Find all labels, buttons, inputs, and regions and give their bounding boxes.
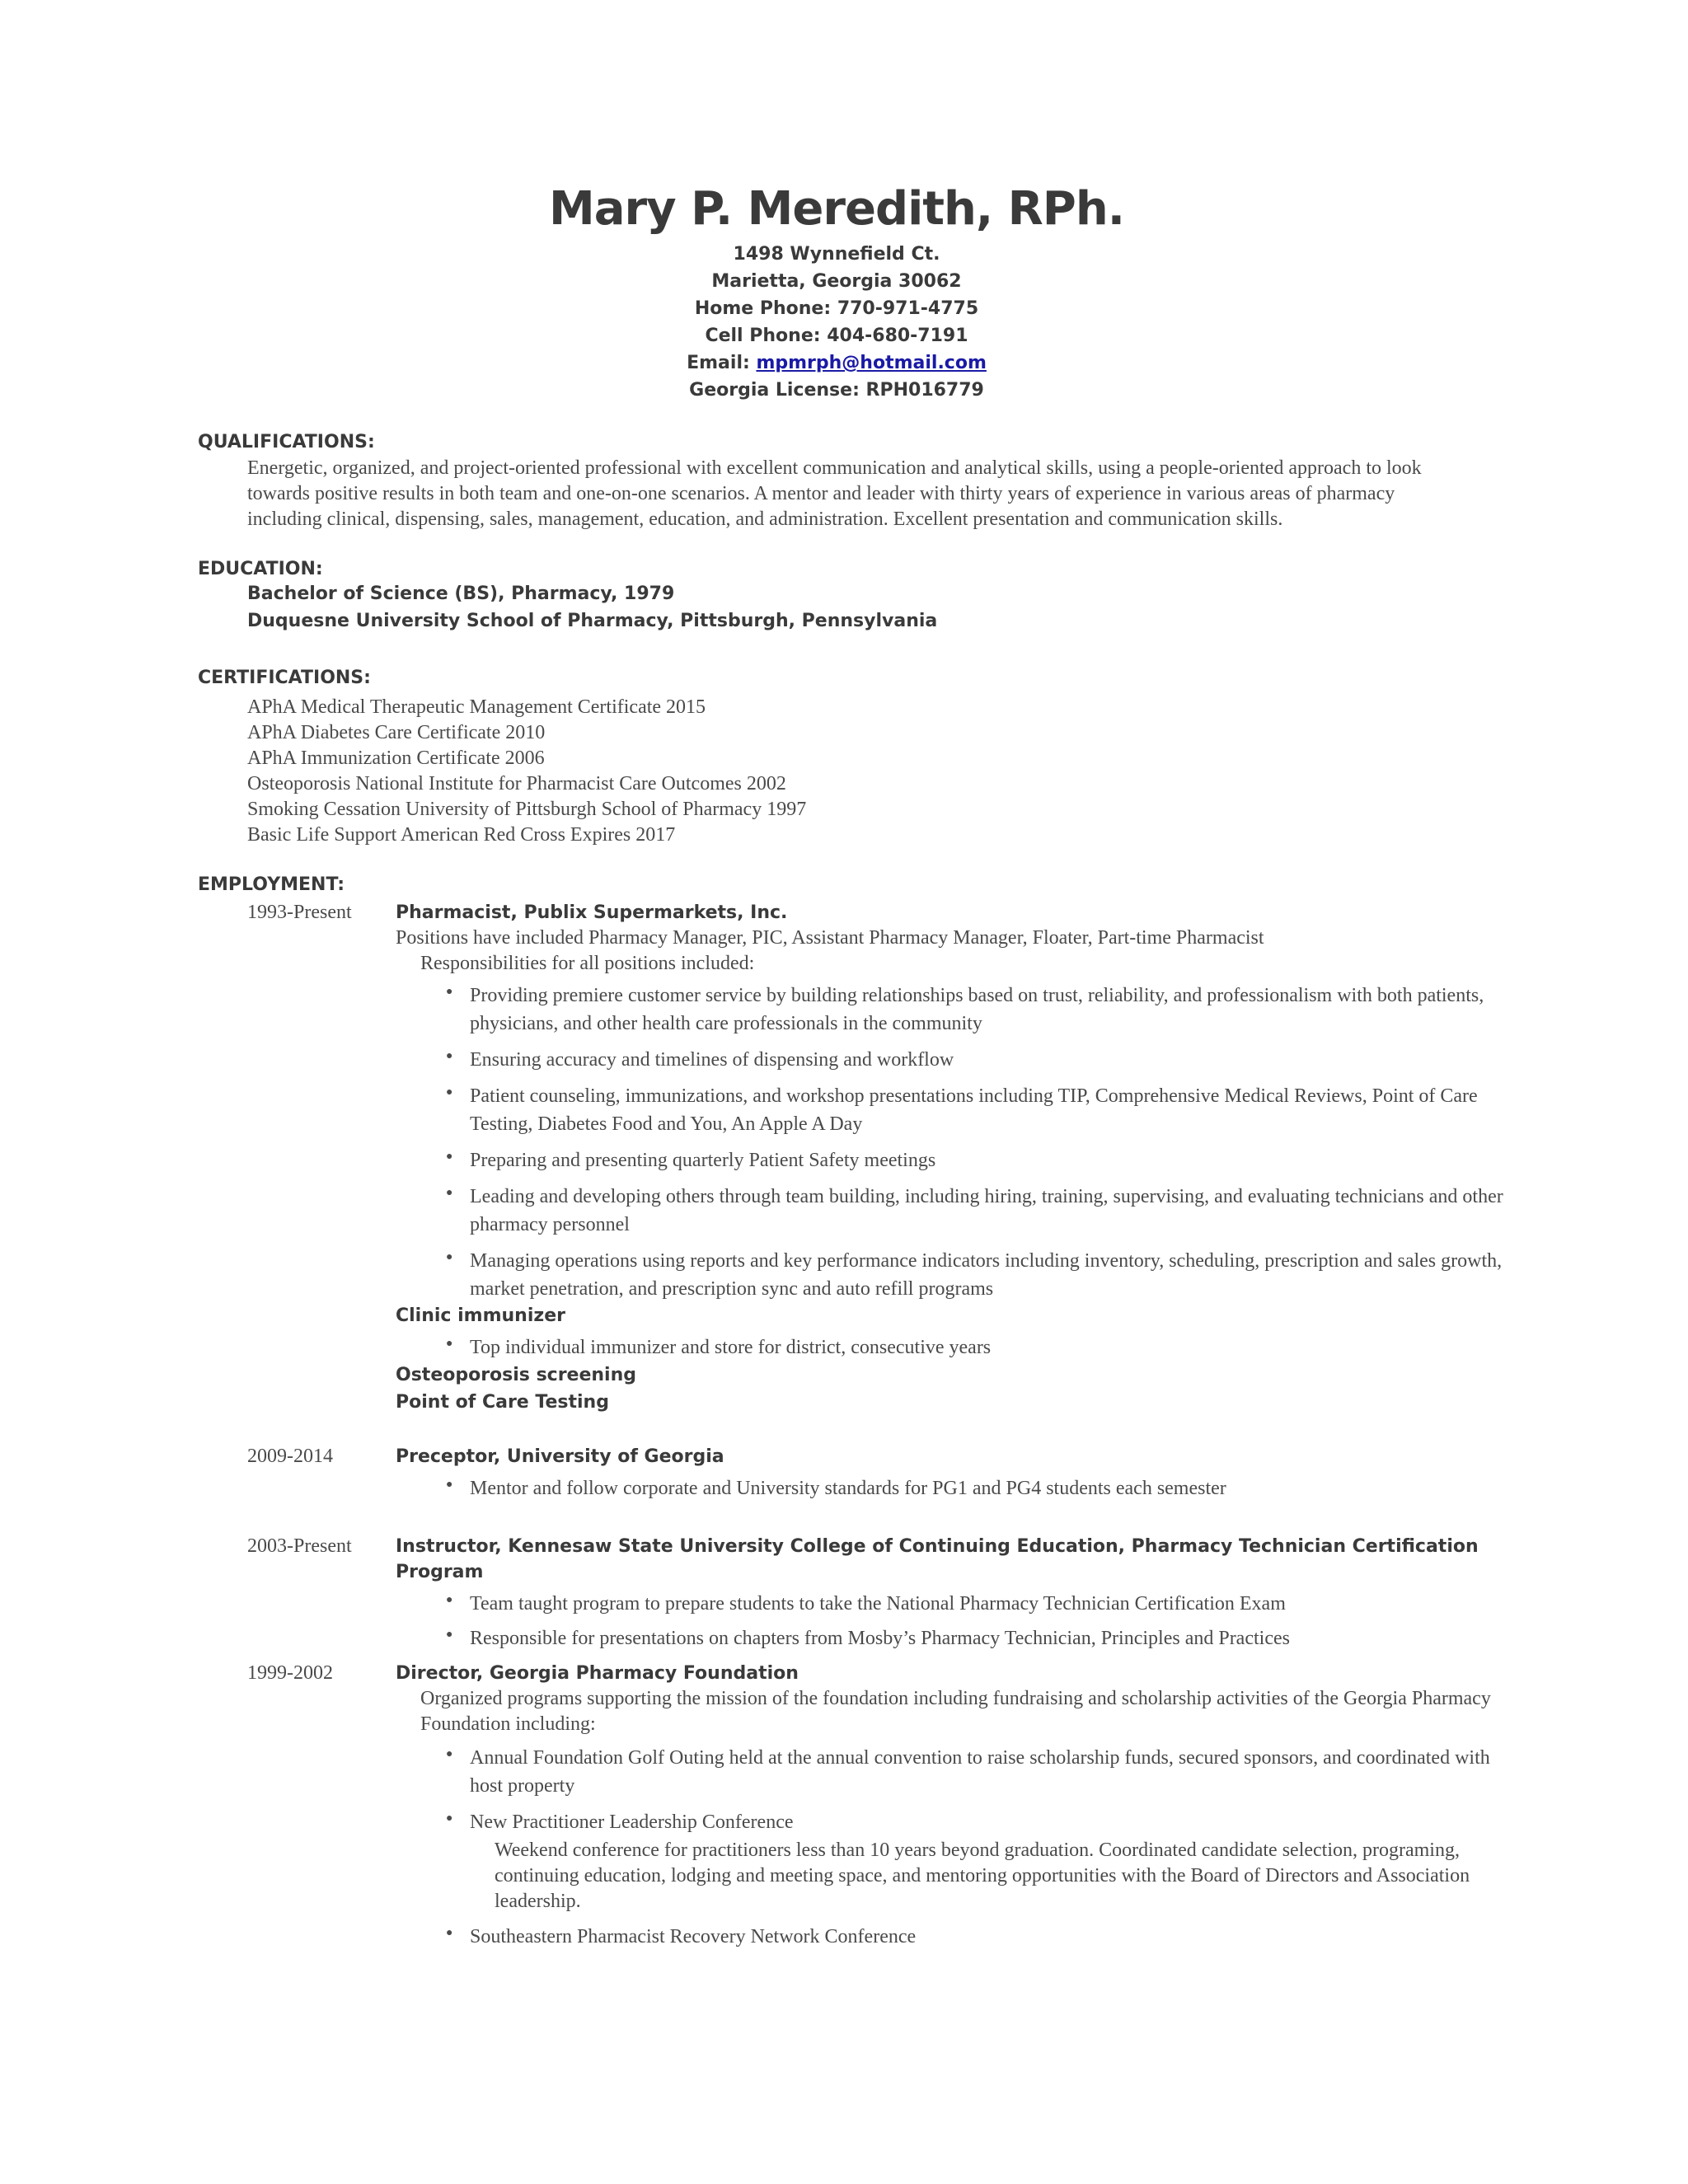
bullet-icon: ● bbox=[446, 1927, 453, 1939]
certification-item: Smoking Cessation University of Pittsburgh School of Pharmacy 1997 bbox=[247, 799, 807, 820]
job-title: Pharmacist, Publix Supermarkets, Inc. bbox=[396, 902, 788, 923]
bullet-text: Leading and developing others through team building, including hiring, training, supervising, and evaluating technicians and other pharmacy personnel bbox=[470, 1186, 1503, 1235]
bullet-text: Mentor and follow corporate and University standards for PG1 and PG4 students each semester bbox=[470, 1478, 1226, 1499]
job-years: 1999-2002 bbox=[247, 1662, 333, 1684]
job-years: 1993-Present bbox=[247, 902, 352, 923]
bullet-icon: ● bbox=[446, 1479, 453, 1491]
job-title: Director, Georgia Pharmacy Foundation bbox=[396, 1663, 799, 1684]
list-item bbox=[396, 1046, 1508, 1074]
education-block bbox=[247, 580, 1500, 635]
certification-item: APhA Immunization Certificate 2006 bbox=[247, 748, 545, 769]
list-item bbox=[396, 1082, 1508, 1138]
list-item bbox=[396, 1146, 1508, 1174]
address-line-2: Marietta, Georgia 30062 bbox=[711, 271, 962, 292]
bullet-icon: ● bbox=[446, 1338, 453, 1350]
bullet-text: Top individual immunizer and store for district, consecutive years bbox=[470, 1337, 992, 1358]
email-line bbox=[0, 349, 1673, 377]
bullet-text: Providing premiere customer service by building relationships based on trust, reliability, and professionalism with both patients, physicians, and other health care professionals in the community bbox=[470, 985, 1484, 1034]
job-bullets bbox=[396, 1923, 1508, 1951]
job-responsibilities-intro: Responsibilities for all positions included: bbox=[420, 953, 755, 974]
list-item bbox=[396, 1923, 1508, 1951]
certifications-list bbox=[247, 695, 1500, 848]
list-item bbox=[396, 982, 1508, 1038]
bullet-text: Managing operations using reports and key performance indicators including inventory, scheduling, prescription and sales growth, market penetration, and prescription sync and auto refill programs bbox=[470, 1250, 1503, 1300]
bullet-icon: ● bbox=[446, 1629, 453, 1641]
job-instructor bbox=[396, 1534, 1508, 1659]
bullet-text: New Practitioner Leadership Conference bbox=[470, 1811, 794, 1833]
certification-item: APhA Medical Therapeutic Management Certificate 2015 bbox=[247, 696, 706, 718]
bullet-icon: ● bbox=[446, 1086, 453, 1099]
certification-item: Osteoporosis National Institute for Pharmacist Care Outcomes 2002 bbox=[247, 773, 786, 794]
candidate-name: Mary P. Meredith, RPh. bbox=[549, 182, 1124, 236]
certifications-heading: CERTIFICATIONS: bbox=[198, 668, 371, 688]
point-of-care-testing: Point of Care Testing bbox=[396, 1392, 609, 1413]
bullet-text: Southeastern Pharmacist Recovery Network Conference bbox=[470, 1926, 917, 1947]
address-line-1: 1498 Wynnefield Ct. bbox=[733, 244, 940, 265]
clinic-bullets bbox=[396, 1333, 1508, 1361]
bullet-icon: ● bbox=[446, 1187, 453, 1199]
qualifications-line: Energetic, organized, and project-oriented professional with excellent communication and analytical skills, using a people-oriented approach to look bbox=[247, 457, 1422, 479]
education-degree: Bachelor of Science (BS), Pharmacy, 1979 bbox=[247, 583, 675, 604]
job-preceptor bbox=[396, 1444, 1508, 1511]
home-phone: Home Phone: 770-971-4775 bbox=[694, 298, 979, 319]
bullet-text: Annual Foundation Golf Outing held at the annual convention to raise scholarship funds, secured sponsors, and coordinated with host property bbox=[470, 1747, 1490, 1797]
email-link[interactable]: mpmrph@hotmail.com bbox=[756, 353, 987, 373]
list-item bbox=[396, 1590, 1508, 1618]
job-description: Organized programs supporting the mission of the foundation including fundraising and scholarship activities of the Georgia Pharmacy Foundation including: bbox=[420, 1688, 1491, 1735]
job-bullets bbox=[396, 1744, 1508, 1836]
bullet-icon: ● bbox=[446, 1748, 453, 1760]
contact-block bbox=[0, 241, 1673, 404]
list-item bbox=[396, 1808, 1508, 1836]
qualifications-line: towards positive results in both team and one-on-one scenarios. A mentor and leader with thirty years of experience in various areas of pharmacy bbox=[247, 483, 1395, 504]
email-label: Email: bbox=[687, 353, 757, 373]
license: Georgia License: RPH016779 bbox=[689, 380, 984, 401]
certification-item: Basic Life Support American Red Cross Expires 2017 bbox=[247, 824, 676, 846]
job-title: Instructor, Kennesaw State University College of Continuing Education, Pharmacy Technician Certification Program bbox=[396, 1536, 1479, 1582]
qualifications-line: including clinical, dispensing, sales, management, education, and administration. Excellent presentation and communication skills. bbox=[247, 509, 1283, 530]
job-years: 2003-Present bbox=[247, 1535, 352, 1557]
job-publix bbox=[396, 900, 1508, 1415]
education-school: Duquesne University School of Pharmacy, Pittsburgh, Pennsylvania bbox=[247, 611, 938, 631]
osteoporosis-screening: Osteoporosis screening bbox=[396, 1365, 637, 1385]
list-item bbox=[396, 1333, 1508, 1361]
bullet-icon: ● bbox=[446, 1812, 453, 1825]
qualifications-heading: QUALIFICATIONS: bbox=[198, 432, 375, 452]
job-bullets bbox=[396, 1474, 1508, 1502]
job-years: 2009-2014 bbox=[247, 1446, 333, 1467]
bullet-icon: ● bbox=[446, 1594, 453, 1606]
list-item bbox=[396, 1183, 1508, 1239]
education-heading: EDUCATION: bbox=[198, 559, 323, 579]
job-title: Preceptor, University of Georgia bbox=[396, 1446, 724, 1467]
bullet-text: Preparing and presenting quarterly Patient Safety meetings bbox=[470, 1150, 936, 1171]
bullet-icon: ● bbox=[446, 1251, 453, 1263]
job-bullets bbox=[396, 982, 1508, 1303]
employment-heading: EMPLOYMENT: bbox=[198, 874, 345, 895]
cell-phone: Cell Phone: 404-680-7191 bbox=[705, 326, 968, 346]
bullet-text: Patient counseling, immunizations, and workshop presentations including TIP, Comprehensive Medical Reviews, Point of Care Testing, Diabetes Food and You, An Apple A Day bbox=[470, 1085, 1478, 1135]
clinic-title: Clinic immunizer bbox=[396, 1305, 565, 1326]
job-bullets bbox=[396, 1590, 1508, 1652]
bullet-icon: ● bbox=[446, 986, 453, 998]
bullet-text: Responsible for presentations on chapters from Mosby’s Pharmacy Technician, Principles and Practices bbox=[470, 1628, 1290, 1649]
bullet-text: Ensuring accuracy and timelines of dispensing and workflow bbox=[470, 1049, 954, 1071]
list-item bbox=[396, 1474, 1508, 1502]
list-item bbox=[396, 1744, 1508, 1800]
bullet-icon: ● bbox=[446, 1050, 453, 1062]
list-item bbox=[396, 1247, 1508, 1303]
certification-item: APhA Diabetes Care Certificate 2010 bbox=[247, 722, 546, 743]
qualifications-text bbox=[247, 456, 1500, 532]
job-positions: Positions have included Pharmacy Manager, PIC, Assistant Pharmacy Manager, Floater, Part-time Pharmacist bbox=[396, 927, 1264, 949]
job-director bbox=[396, 1661, 1508, 1959]
list-item bbox=[396, 1624, 1508, 1652]
bullet-text: Team taught program to prepare students to take the National Pharmacy Technician Certification Exam bbox=[470, 1593, 1286, 1615]
bullet-icon: ● bbox=[446, 1151, 453, 1163]
npl-description: Weekend conference for practitioners less than 10 years beyond graduation. Coordinated candidate selection, programing, continuing education, lodging and meeting space, and mentoring opportunities with the Board of Directors and Association leadership. bbox=[495, 1840, 1470, 1912]
